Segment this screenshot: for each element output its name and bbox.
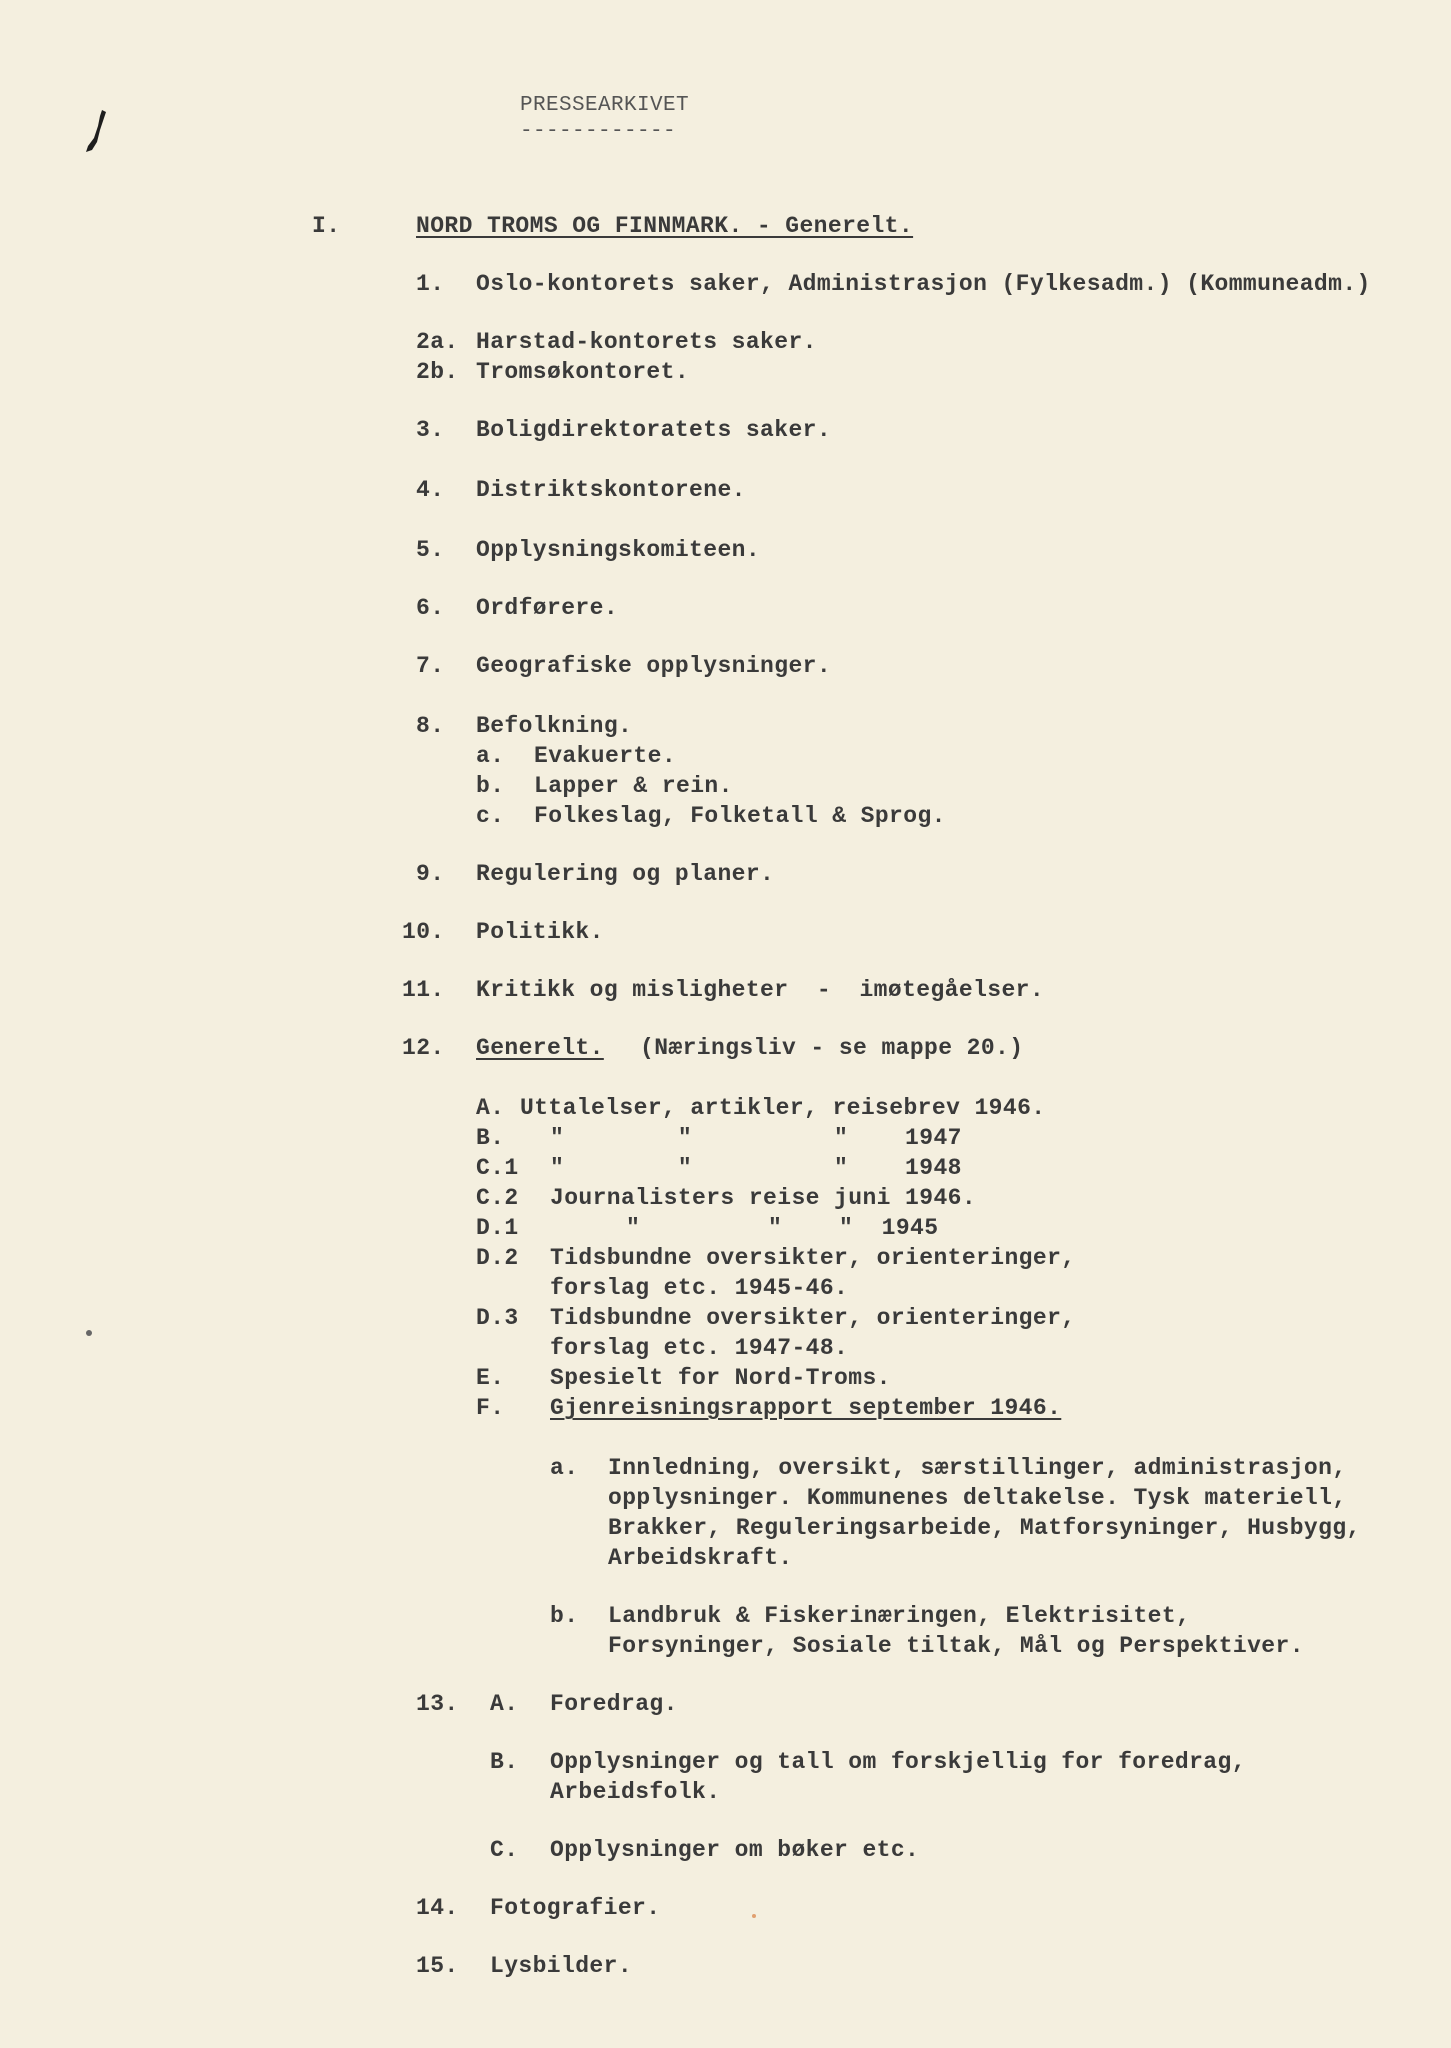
item-text: Boligdirektoratets saker. bbox=[476, 417, 832, 443]
subitem-code: C.2 bbox=[476, 1185, 519, 1211]
subitem-text: Tidsbundne oversikter, orienteringer, bbox=[550, 1245, 1076, 1271]
item-text: Harstad-kontorets saker. bbox=[476, 329, 817, 355]
item-text: Befolkning. bbox=[476, 713, 633, 739]
item-number: 2b. bbox=[416, 359, 459, 385]
section-title: NORD TROMS OG FINNMARK. - Generelt. bbox=[416, 213, 914, 239]
item-number: 1. bbox=[416, 271, 445, 297]
subitem-text: Gjenreisningsrapport september 1946. bbox=[550, 1395, 1062, 1421]
item-number: 10. bbox=[402, 919, 445, 945]
item-text: Tromsøkontoret. bbox=[476, 359, 690, 385]
item-number: 12. bbox=[402, 1035, 445, 1061]
item-text: Distriktskontorene. bbox=[476, 477, 746, 503]
subitem-line: Arbeidsfolk. bbox=[550, 1779, 721, 1805]
subitem-line: opplysninger. Kommunenes deltakelse. Tysk materiell, bbox=[608, 1485, 1347, 1511]
item-text: Opplysningskomiteen. bbox=[476, 537, 761, 563]
item-number: 14. bbox=[416, 1895, 459, 1921]
subitem-text-continued: forslag etc. 1945-46. bbox=[550, 1275, 849, 1301]
paper-speck bbox=[86, 1330, 92, 1336]
subitem-line: Opplysninger og tall om forskjellig for foredrag, bbox=[550, 1749, 1246, 1775]
paper-speck bbox=[752, 1914, 756, 1918]
subitem-code: D.3 bbox=[476, 1305, 519, 1331]
subitem-code: F. bbox=[476, 1395, 505, 1421]
header-title: PRESSEARKIVET bbox=[520, 94, 690, 117]
item-number: 15. bbox=[416, 1953, 459, 1979]
item-number: 11. bbox=[402, 977, 445, 1003]
subitem-letter: a. bbox=[550, 1455, 579, 1481]
subitem-text: Foredrag. bbox=[550, 1691, 678, 1717]
subitem-letter: a. bbox=[476, 743, 505, 769]
subitem-text: Evakuerte. bbox=[534, 743, 677, 769]
subitem-code: B. bbox=[490, 1749, 519, 1775]
subitem-code: C. bbox=[490, 1837, 519, 1863]
item-text: Lysbilder. bbox=[490, 1953, 633, 1979]
item-number: 9. bbox=[416, 861, 445, 887]
subitem-code: D.1 bbox=[476, 1215, 519, 1241]
subitem-letter: b. bbox=[476, 773, 505, 799]
item-number: 2a. bbox=[416, 329, 459, 355]
item-number: 6. bbox=[416, 595, 445, 621]
item-text: Kritikk og misligheter - imøtegåelser. bbox=[476, 977, 1045, 1003]
item-text: Ordførere. bbox=[476, 595, 619, 621]
item-text: Geografiske opplysninger. bbox=[476, 653, 832, 679]
item-number: 8. bbox=[416, 713, 445, 739]
header-rule: ------------ bbox=[520, 120, 677, 143]
subitem-text: Journalisters reise juni 1946. bbox=[550, 1185, 977, 1211]
subitem-letter: b. bbox=[550, 1603, 579, 1629]
subitem-text: Tidsbundne oversikter, orienteringer, bbox=[550, 1305, 1076, 1331]
subitem-code: B. bbox=[476, 1125, 505, 1151]
subitem-line: Landbruk & Fiskerinæringen, Elektrisitet, bbox=[608, 1603, 1191, 1629]
item-number: 7. bbox=[416, 653, 445, 679]
subitem-line: Innledning, oversikt, særstillinger, administrasjon, bbox=[608, 1455, 1347, 1481]
subitem-code: A. bbox=[476, 1095, 505, 1121]
item-text: Oslo-kontorets saker, Administrasjon (Fylkesadm.) (Kommuneadm.) bbox=[476, 271, 1371, 297]
section-numeral: I. bbox=[312, 213, 341, 239]
subitem-text: " " " 1947 bbox=[550, 1125, 962, 1151]
item-title: Generelt. bbox=[476, 1035, 604, 1061]
subitem-line: Forsyninger, Sosiale tiltak, Mål og Perspektiver. bbox=[608, 1633, 1304, 1659]
subitem-line: Brakker, Reguleringsarbeide, Matforsyninger, Husbygg, bbox=[608, 1515, 1361, 1541]
item-text: Politikk. bbox=[476, 919, 604, 945]
item-number: 13. bbox=[416, 1691, 459, 1717]
subitem-line: Arbeidskraft. bbox=[608, 1545, 793, 1571]
subitem-text: Folkeslag, Folketall & Sprog. bbox=[534, 803, 946, 829]
subitem-text: Opplysninger om bøker etc. bbox=[550, 1837, 920, 1863]
subitem-text: Spesielt for Nord-Troms. bbox=[550, 1365, 891, 1391]
subitem-text: Uttalelser, artikler, reisebrev 1946. bbox=[520, 1095, 1046, 1121]
item-number: 4. bbox=[416, 477, 445, 503]
subitem-text: " " " 1945 bbox=[626, 1215, 939, 1241]
subitem-letter: c. bbox=[476, 803, 505, 829]
subitem-text: " " " 1948 bbox=[550, 1155, 962, 1181]
subitem-text-continued: forslag etc. 1947-48. bbox=[550, 1335, 849, 1361]
item-text: Fotografier. bbox=[490, 1895, 661, 1921]
ink-mark-icon bbox=[80, 108, 120, 158]
subitem-code: C.1 bbox=[476, 1155, 519, 1181]
subitem-code: E. bbox=[476, 1365, 505, 1391]
item-note: (Næringsliv - se mappe 20.) bbox=[640, 1035, 1024, 1061]
item-number: 3. bbox=[416, 417, 445, 443]
subitem-text: Lapper & rein. bbox=[534, 773, 733, 799]
subitem-code: A. bbox=[490, 1691, 519, 1717]
item-number: 5. bbox=[416, 537, 445, 563]
subitem-code: D.2 bbox=[476, 1245, 519, 1271]
item-text: Regulering og planer. bbox=[476, 861, 775, 887]
